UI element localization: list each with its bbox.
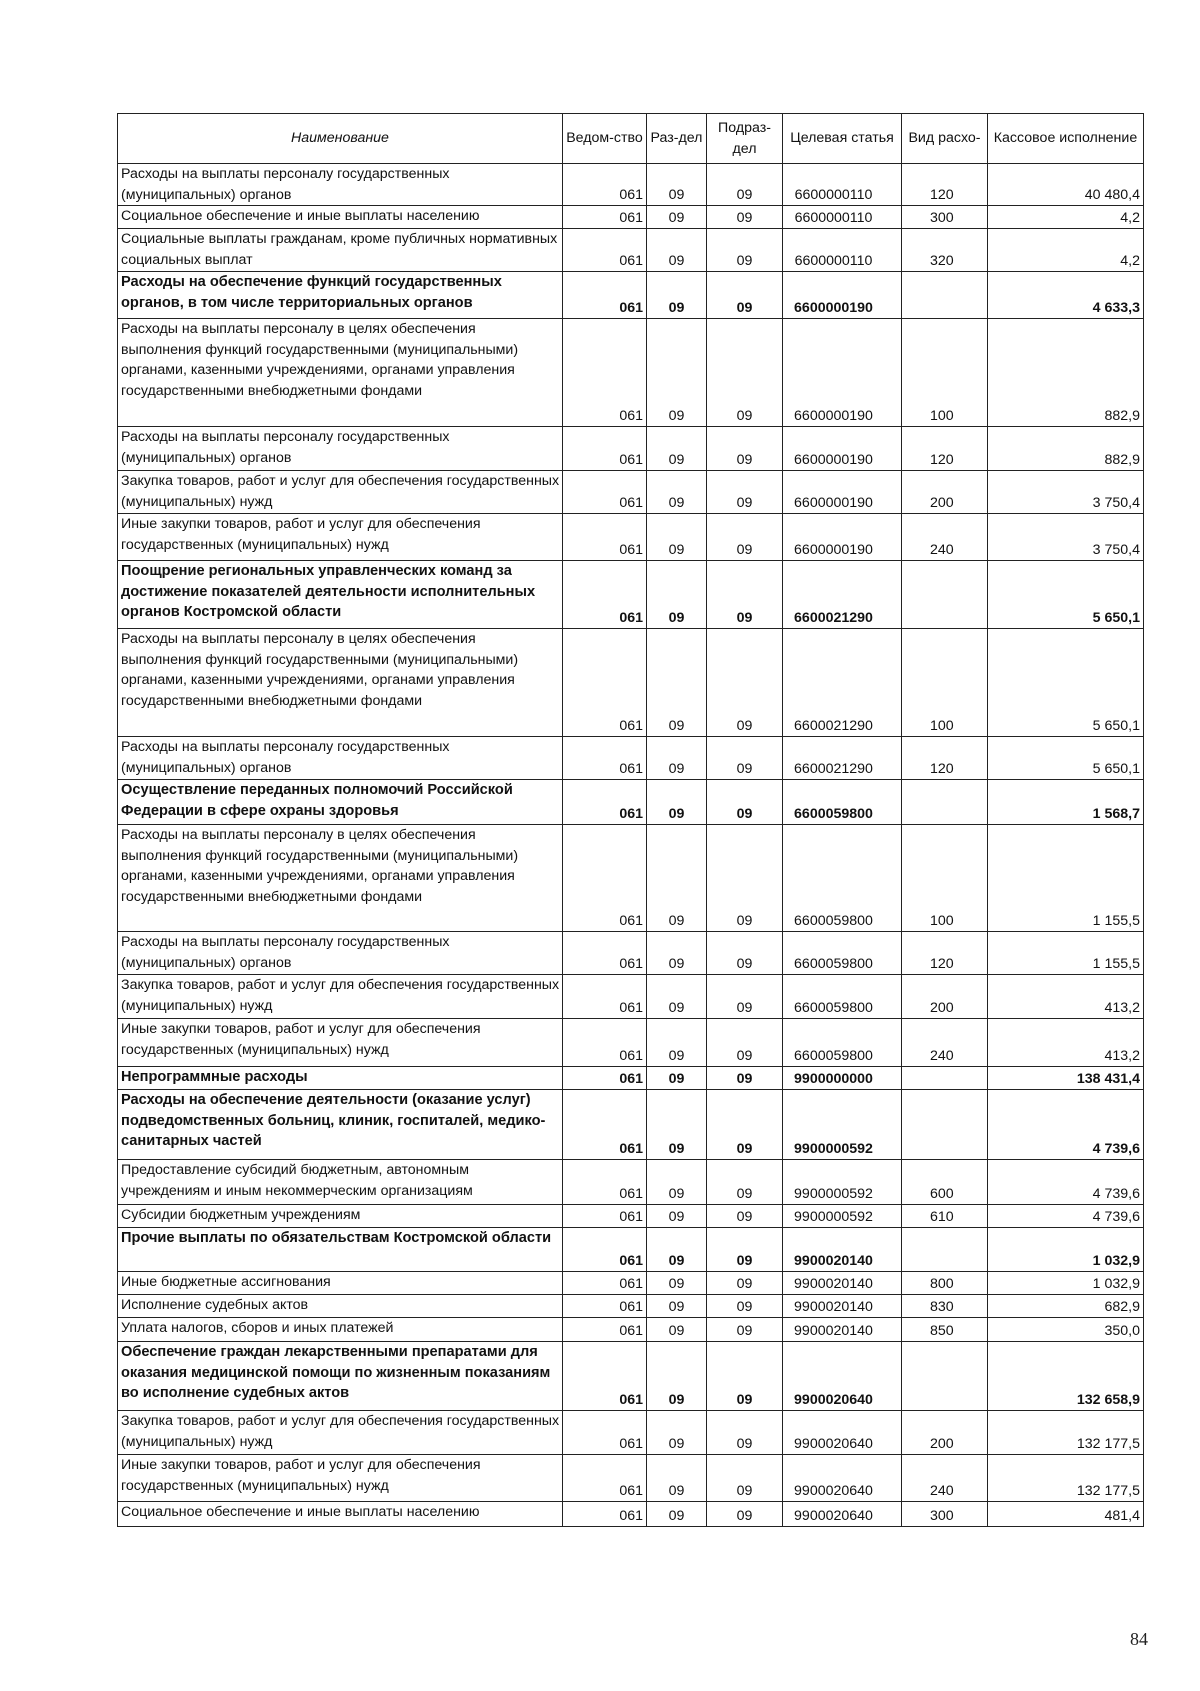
cell-tselevaya: 6600059800 [783,825,902,932]
cell-name: Социальные выплаты гражданам, кроме публичных нормативных социальных выплат [118,229,563,272]
cell-kassovoe: 5 650,1 [988,737,1144,780]
cell-kassovoe: 5 650,1 [988,561,1144,629]
cell-razdel: 09 [647,319,707,427]
cell-podrazdel: 09 [707,164,783,206]
table-row [118,206,1144,229]
table-row [118,1342,1144,1411]
cell-razdel: 09 [647,272,707,319]
cell-podrazdel: 09 [707,975,783,1019]
cell-vedomstvo: 061 [563,319,647,427]
cell-razdel: 09 [647,1228,707,1272]
cell-vedomstvo: 061 [563,1455,647,1502]
cell-tselevaya: 6600000190 [783,272,902,319]
cell-podrazdel: 09 [707,1160,783,1205]
cell-podrazdel: 09 [707,1272,783,1295]
cell-tselevaya: 6600000110 [783,164,902,206]
cell-kassovoe: 4,2 [988,206,1144,229]
cell-podrazdel: 09 [707,1205,783,1228]
cell-tselevaya: 9900020640 [783,1502,902,1527]
cell-kassovoe: 3 750,4 [988,514,1144,561]
table-row [118,780,1144,825]
cell-vid [902,1090,988,1160]
cell-kassovoe: 132 658,9 [988,1342,1144,1411]
cell-podrazdel: 09 [707,1067,783,1090]
cell-name: Расходы на обеспечение деятельности (оказание услуг) подведомственных больниц, клиник, госпиталей, медико-санитарных частей [118,1090,563,1160]
header-razdel: Раз-дел [647,114,707,164]
cell-vid [902,561,988,629]
cell-name: Уплата налогов, сборов и иных платежей [118,1318,563,1342]
cell-vedomstvo: 061 [563,1318,647,1342]
cell-kassovoe: 40 480,4 [988,164,1144,206]
cell-tselevaya: 6600059800 [783,780,902,825]
cell-razdel: 09 [647,1019,707,1067]
cell-kassovoe: 5 650,1 [988,629,1144,737]
header-kassovoe: Кассовое исполнение [988,114,1144,164]
cell-vedomstvo: 061 [563,1342,647,1411]
cell-podrazdel: 09 [707,514,783,561]
cell-name: Расходы на обеспечение функций государственных органов, в том числе территориальных органов [118,272,563,319]
cell-razdel: 09 [647,427,707,471]
page-number: 84 [1130,1629,1148,1649]
cell-name: Предоставление субсидий бюджетным, автономным учреждениям и иным некоммерческим организациям [118,1160,563,1205]
table-row [118,164,1144,206]
cell-podrazdel: 09 [707,229,783,272]
cell-vedomstvo: 061 [563,975,647,1019]
cell-vedomstvo: 061 [563,427,647,471]
table-row [118,514,1144,561]
cell-tselevaya: 9900020140 [783,1228,902,1272]
cell-name: Расходы на выплаты персоналу в целях обеспечения выполнения функций государственными (муниципальными) органами, казенными учреждениями, органами управления государственными внебюджетными фондами [118,825,563,932]
cell-kassovoe: 4 633,3 [988,272,1144,319]
table-row [118,1455,1144,1502]
cell-tselevaya: 9900000000 [783,1067,902,1090]
cell-name: Непрограммные расходы [118,1067,563,1090]
header-vid: Вид расхо- [902,114,988,164]
header-podrazdel: Подраз-дел [707,114,783,164]
cell-vid: 120 [902,427,988,471]
cell-razdel: 09 [647,1160,707,1205]
cell-razdel: 09 [647,1067,707,1090]
cell-name: Расходы на выплаты персоналу государственных (муниципальных) органов [118,737,563,780]
table-row [118,1090,1144,1160]
cell-razdel: 09 [647,1205,707,1228]
cell-podrazdel: 09 [707,825,783,932]
cell-name: Закупка товаров, работ и услуг для обеспечения государственных (муниципальных) нужд [118,975,563,1019]
cell-vedomstvo: 061 [563,1205,647,1228]
cell-vedomstvo: 061 [563,1295,647,1318]
cell-kassovoe: 350,0 [988,1318,1144,1342]
cell-vedomstvo: 061 [563,272,647,319]
cell-name: Иные закупки товаров, работ и услуг для обеспечения государственных (муниципальных) нужд [118,1019,563,1067]
cell-razdel: 09 [647,737,707,780]
cell-vedomstvo: 061 [563,164,647,206]
cell-name: Закупка товаров, работ и услуг для обеспечения государственных (муниципальных) нужд [118,471,563,514]
cell-kassovoe: 413,2 [988,975,1144,1019]
cell-vedomstvo: 061 [563,1411,647,1455]
table-row [118,561,1144,629]
cell-kassovoe: 413,2 [988,1019,1144,1067]
table-row [118,1228,1144,1272]
cell-razdel: 09 [647,932,707,975]
cell-podrazdel: 09 [707,427,783,471]
cell-tselevaya: 6600059800 [783,1019,902,1067]
cell-tselevaya: 9900020640 [783,1411,902,1455]
cell-vid: 120 [902,737,988,780]
cell-vid: 240 [902,514,988,561]
cell-kassovoe: 481,4 [988,1502,1144,1527]
cell-name: Поощрение региональных управленческих команд за достижение показателей деятельности исполнительных органов Костромской области [118,561,563,629]
table-row [118,1295,1144,1318]
table-row [118,932,1144,975]
cell-kassovoe: 132 177,5 [988,1411,1144,1455]
cell-kassovoe: 1 155,5 [988,825,1144,932]
cell-vid: 100 [902,629,988,737]
cell-name: Социальное обеспечение и иные выплаты населению [118,206,563,229]
cell-vedomstvo: 061 [563,932,647,975]
cell-vid: 830 [902,1295,988,1318]
cell-tselevaya: 6600000190 [783,427,902,471]
cell-vedomstvo: 061 [563,1228,647,1272]
cell-vid: 320 [902,229,988,272]
cell-vedomstvo: 061 [563,1502,647,1527]
cell-name: Расходы на выплаты персоналу в целях обеспечения выполнения функций государственными (муниципальными) органами, казенными учреждениями, органами управления государственными внебюджетными фондами [118,319,563,427]
cell-name: Расходы на выплаты персоналу государственных (муниципальных) органов [118,164,563,206]
cell-kassovoe: 4,2 [988,229,1144,272]
table-row [118,1502,1144,1527]
cell-vedomstvo: 061 [563,1160,647,1205]
cell-vedomstvo: 061 [563,737,647,780]
cell-tselevaya: 9900020140 [783,1272,902,1295]
cell-razdel: 09 [647,514,707,561]
cell-vid: 600 [902,1160,988,1205]
table-row [118,272,1144,319]
cell-vid [902,1342,988,1411]
cell-podrazdel: 09 [707,319,783,427]
cell-kassovoe: 4 739,6 [988,1205,1144,1228]
table-row [118,229,1144,272]
table-body [118,164,1144,1527]
cell-razdel: 09 [647,1272,707,1295]
cell-vid: 120 [902,164,988,206]
cell-tselevaya: 6600059800 [783,932,902,975]
table-row [118,1411,1144,1455]
cell-vid [902,272,988,319]
cell-tselevaya: 6600021290 [783,737,902,780]
cell-vid [902,780,988,825]
cell-name: Расходы на выплаты персоналу государственных (муниципальных) органов [118,932,563,975]
cell-razdel: 09 [647,1090,707,1160]
cell-vedomstvo: 061 [563,780,647,825]
cell-kassovoe: 882,9 [988,427,1144,471]
cell-vedomstvo: 061 [563,1019,647,1067]
cell-vid: 240 [902,1455,988,1502]
budget-table [117,113,1144,1527]
cell-tselevaya: 9900020640 [783,1455,902,1502]
cell-tselevaya: 9900000592 [783,1160,902,1205]
table-row [118,1067,1144,1090]
table-row [118,1205,1144,1228]
cell-razdel: 09 [647,561,707,629]
cell-vedomstvo: 061 [563,514,647,561]
cell-podrazdel: 09 [707,1090,783,1160]
cell-vid: 300 [902,1502,988,1527]
table-row [118,737,1144,780]
cell-podrazdel: 09 [707,1411,783,1455]
cell-vid: 120 [902,932,988,975]
cell-razdel: 09 [647,975,707,1019]
table-row [118,629,1144,737]
cell-vedomstvo: 061 [563,629,647,737]
cell-razdel: 09 [647,229,707,272]
cell-tselevaya: 6600000110 [783,206,902,229]
cell-kassovoe: 1 568,7 [988,780,1144,825]
cell-kassovoe: 4 739,6 [988,1160,1144,1205]
cell-vedomstvo: 061 [563,471,647,514]
cell-razdel: 09 [647,1455,707,1502]
cell-vid: 610 [902,1205,988,1228]
cell-tselevaya: 9900020140 [783,1318,902,1342]
cell-vid: 240 [902,1019,988,1067]
cell-kassovoe: 4 739,6 [988,1090,1144,1160]
table-row [118,1318,1144,1342]
table-row [118,427,1144,471]
cell-podrazdel: 09 [707,932,783,975]
cell-name: Прочие выплаты по обязательствам Костромской области [118,1228,563,1272]
table-row [118,825,1144,932]
cell-tselevaya: 6600000190 [783,514,902,561]
cell-vid [902,1228,988,1272]
cell-razdel: 09 [647,1318,707,1342]
cell-razdel: 09 [647,206,707,229]
cell-razdel: 09 [647,629,707,737]
cell-name: Осуществление переданных полномочий Российской Федерации в сфере охраны здоровья [118,780,563,825]
cell-vid: 800 [902,1272,988,1295]
cell-razdel: 09 [647,164,707,206]
cell-tselevaya: 9900000592 [783,1205,902,1228]
cell-podrazdel: 09 [707,206,783,229]
cell-kassovoe: 882,9 [988,319,1144,427]
cell-razdel: 09 [647,1342,707,1411]
cell-vid: 200 [902,1411,988,1455]
cell-vedomstvo: 061 [563,561,647,629]
cell-vid: 850 [902,1318,988,1342]
cell-tselevaya: 6600000110 [783,229,902,272]
cell-tselevaya: 6600021290 [783,629,902,737]
cell-podrazdel: 09 [707,1019,783,1067]
table-row [118,1272,1144,1295]
cell-name: Расходы на выплаты персоналу в целях обеспечения выполнения функций государственными (муниципальными) органами, казенными учреждениями, органами управления государственными внебюджетными фондами [118,629,563,737]
cell-podrazdel: 09 [707,629,783,737]
cell-vedomstvo: 061 [563,1090,647,1160]
cell-razdel: 09 [647,1411,707,1455]
cell-vedomstvo: 061 [563,825,647,932]
cell-kassovoe: 1 032,9 [988,1228,1144,1272]
table-row [118,1160,1144,1205]
header-name: Наименование [118,114,563,164]
cell-podrazdel: 09 [707,272,783,319]
cell-kassovoe: 1 155,5 [988,932,1144,975]
cell-vedomstvo: 061 [563,229,647,272]
cell-vid: 300 [902,206,988,229]
cell-podrazdel: 09 [707,1455,783,1502]
cell-vid: 200 [902,471,988,514]
cell-vid [902,1067,988,1090]
cell-name: Расходы на выплаты персоналу государственных (муниципальных) органов [118,427,563,471]
cell-podrazdel: 09 [707,780,783,825]
cell-tselevaya: 6600021290 [783,561,902,629]
cell-vid: 100 [902,319,988,427]
cell-razdel: 09 [647,471,707,514]
cell-vedomstvo: 061 [563,206,647,229]
cell-tselevaya: 6600000190 [783,319,902,427]
cell-razdel: 09 [647,1295,707,1318]
cell-podrazdel: 09 [707,1502,783,1527]
cell-name: Субсидии бюджетным учреждениям [118,1205,563,1228]
table-row [118,319,1144,427]
table-row [118,975,1144,1019]
cell-kassovoe: 3 750,4 [988,471,1144,514]
cell-vedomstvo: 061 [563,1067,647,1090]
header-tselevaya: Целевая статья [783,114,902,164]
cell-name: Обеспечение граждан лекарственными препаратами для оказания медицинской помощи по жизненным показаниям во исполнение судебных актов [118,1342,563,1411]
cell-podrazdel: 09 [707,737,783,780]
cell-vedomstvo: 061 [563,1272,647,1295]
cell-name: Социальное обеспечение и иные выплаты населению [118,1502,563,1527]
cell-podrazdel: 09 [707,1318,783,1342]
cell-kassovoe: 1 032,9 [988,1272,1144,1295]
table-row [118,471,1144,514]
cell-tselevaya: 6600000190 [783,471,902,514]
cell-name: Иные закупки товаров, работ и услуг для обеспечения государственных (муниципальных) нужд [118,514,563,561]
cell-podrazdel: 09 [707,471,783,514]
cell-podrazdel: 09 [707,561,783,629]
cell-name: Исполнение судебных актов [118,1295,563,1318]
cell-kassovoe: 132 177,5 [988,1455,1144,1502]
cell-podrazdel: 09 [707,1295,783,1318]
cell-tselevaya: 9900020640 [783,1342,902,1411]
header-vedomstvo: Ведом-ство [563,114,647,164]
cell-razdel: 09 [647,825,707,932]
cell-vid: 200 [902,975,988,1019]
table-row [118,1019,1144,1067]
cell-podrazdel: 09 [707,1228,783,1272]
cell-kassovoe: 682,9 [988,1295,1144,1318]
cell-kassovoe: 138 431,4 [988,1067,1144,1090]
table-header-row [118,114,1144,164]
cell-vid: 100 [902,825,988,932]
cell-tselevaya: 9900020140 [783,1295,902,1318]
cell-razdel: 09 [647,1502,707,1527]
cell-name: Иные бюджетные ассигнования [118,1272,563,1295]
cell-name: Иные закупки товаров, работ и услуг для обеспечения государственных (муниципальных) нужд [118,1455,563,1502]
cell-podrazdel: 09 [707,1342,783,1411]
cell-tselevaya: 6600059800 [783,975,902,1019]
cell-tselevaya: 9900000592 [783,1090,902,1160]
cell-razdel: 09 [647,780,707,825]
cell-name: Закупка товаров, работ и услуг для обеспечения государственных (муниципальных) нужд [118,1411,563,1455]
